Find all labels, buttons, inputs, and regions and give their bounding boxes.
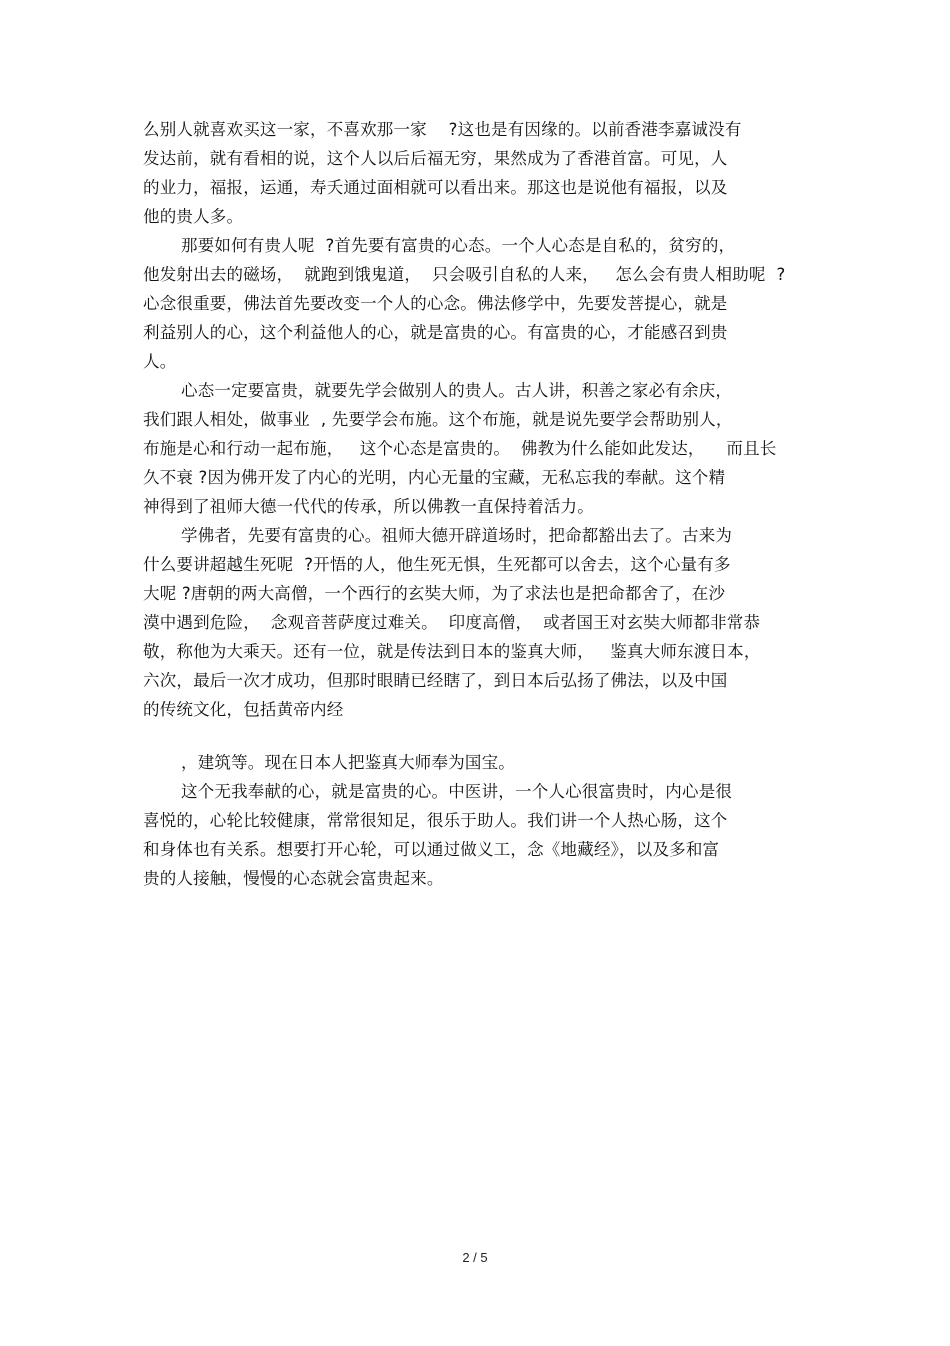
text-line: 贵的人接触，慢慢的心态就会富贵起来。 (143, 869, 444, 888)
text-line: 漠中遇到危险， 念观音菩萨度过难关。 印度高僧， 或者国王对玄奘大师都非常恭 (143, 613, 761, 632)
text-line: 心念很重要，佛法首先要改变一个人的心念。佛法修学中，先要发菩提心，就是 (143, 294, 728, 313)
paragraph-start-line: 这个无我奉献的心，就是富贵的心。中医讲，一个人心很富贵时，内心是很 (181, 782, 733, 801)
text-line: 神得到了祖师大德一代代的传承，所以佛教一直保持着活力。 (143, 497, 594, 516)
text-line: ，建筑等。现在日本人把鉴真大师奉为国宝。 (181, 753, 515, 772)
text-line: 发达前，就有看相的说，这个人以后后福无穷，果然成为了香港首富。可见，人 (143, 149, 728, 168)
text-line: 大呢 ?唐朝的两大高僧，一个西行的玄奘大师，为了求法也是把命都舍了，在沙 (143, 584, 726, 603)
text-line: 他的贵人多。 (143, 207, 244, 226)
text-line: 他发射出去的磁场， 就跑到饿鬼道， 只会吸引自私的人来， 怎么会有贵人相助呢 ? (143, 265, 786, 284)
text-line: 和身体也有关系。想要打开心轮，可以通过做义工，念《地藏经》，以及多和富 (143, 840, 720, 859)
page-number: 2 / 5 (462, 1250, 488, 1265)
text-line: 六次，最后一次才成功，但那时眼睛已经瞎了，到日本后弘扬了佛法，以及中国 (143, 671, 728, 690)
paragraph-start-line: 那要如何有贵人呢 ?首先要有富贵的心态。一个人心态是自私的，贫穷的， (181, 236, 736, 255)
text-line: 什么要讲超越生死呢 ?开悟的人，他生死无惧，生死都可以舍去，这个心量有多 (143, 555, 731, 574)
text-line: 喜悦的，心轮比较健康，常常很知足，很乐于助人。我们讲一个人热心肠，这个 (143, 811, 728, 830)
paragraph-start-line: 心态一定要富贵，就要先学会做别人的贵人。古人讲，积善之家必有余庆， (181, 381, 733, 400)
text-line: 我们跟人相处，做事业 , 先要学会布施。这个布施，就是说先要学会帮助别人， (143, 410, 733, 429)
text-line: 么别人就喜欢买这一家，不喜欢那一家 ?这也是有因缘的。以前香港李嘉诚没有 (143, 120, 742, 139)
text-line: 久不衰 ?因为佛开发了内心的光明，内心无量的宝藏，无私忘我的奉献。这个精 (143, 468, 726, 487)
text-line: 利益别人的心，这个利益他人的心，就是富贵的心。有富贵的心，才能感召到贵 (143, 323, 728, 342)
text-line: 布施是心和行动一起布施， 这个心态是富贵的。 佛教为什么能如此发达， 而且长 (143, 439, 777, 458)
text-line: 人。 (143, 352, 177, 371)
paragraph-start-line: 学佛者，先要有富贵的心。祖师大德开辟道场时，把命都豁出去了。古来为 (181, 526, 733, 545)
text-line: 的传统文化，包括黄帝内经 (143, 700, 344, 719)
text-line: 的业力，福报，运通，寿夭通过面相就可以看出来。那这也是说他有福报，以及 (143, 178, 728, 197)
text-line: 敬，称他为大乘天。还有一位，就是传法到日本的鉴真大师， 鉴真大师东渡日本， (143, 642, 761, 661)
